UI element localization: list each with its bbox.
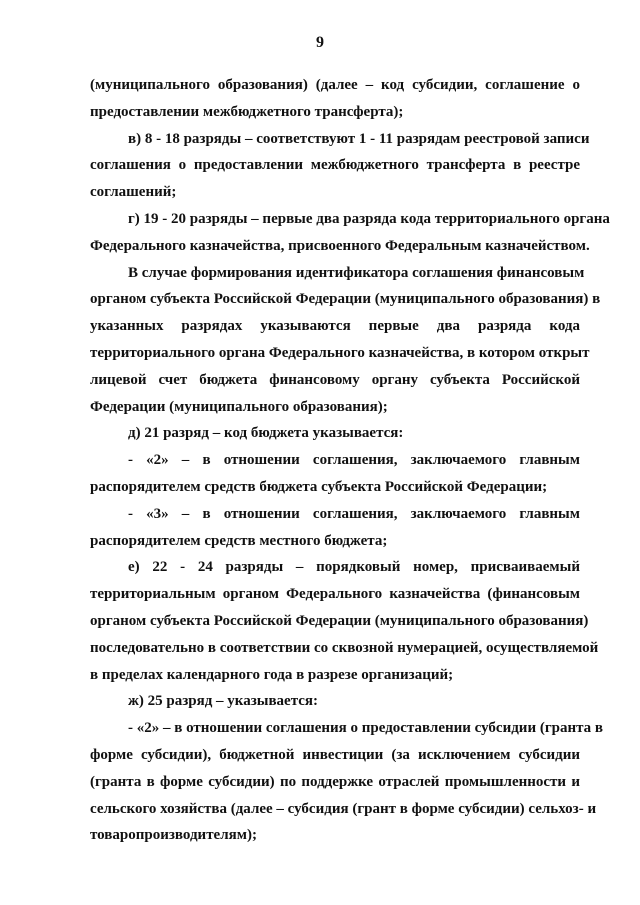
text-line: соглашения о предоставлении межбюджетного трансферта в реестре <box>90 157 580 174</box>
text-line: территориальным органом Федерального казначейства (финансовым <box>90 586 580 603</box>
text-line: соглашений; <box>90 184 177 201</box>
text-line: в) 8 - 18 разряды – соответствуют 1 - 11 разрядам реестровой записи <box>128 130 590 147</box>
text-line: Федерального казначейства, присвоенного Федеральным казначейством. <box>90 237 590 254</box>
text-line: (муниципального образования) (далее – код субсидии, соглашение о <box>90 77 580 93</box>
text-line: В случае формирования идентификатора соглашения финансовым <box>128 264 585 281</box>
text-line: последовательно в соответствии со сквозной нумерацией, осуществляемой <box>90 639 599 656</box>
page-number: 9 <box>316 34 324 51</box>
text-line: (гранта в форме субсидии) по поддержке отраслей промышленности и <box>90 773 580 790</box>
text-line: Федерации (муниципального образования); <box>90 398 388 415</box>
text-line: форме субсидии), бюджетной инвестиции (за исключением субсидии <box>90 747 580 763</box>
text-line: - «3» – в отношении соглашения, заключаемого главным <box>128 505 580 522</box>
text-line: сельского хозяйства (далее – субсидия (грант в форме субсидии) сельхоз- и <box>90 800 597 817</box>
text-line: д) 21 разряд – код бюджета указывается: <box>128 425 404 442</box>
text-line: е) 22 - 24 разряды – порядковый номер, присваиваемый <box>128 559 580 576</box>
text-line: лицевой счет бюджета финансовому органу субъекта Российской <box>90 371 580 388</box>
text-line: распорядителем средств бюджета субъекта Российской Федерации; <box>90 479 548 495</box>
text-line: органом субъекта Российской Федерации (муниципального образования) <box>90 613 589 629</box>
text-line: территориального органа Федерального казначейства, в котором открыт <box>90 345 590 361</box>
text-line: распорядителем средств местного бюджета; <box>90 532 388 549</box>
text-line: предоставлении межбюджетного трансферта); <box>90 103 404 120</box>
text-line: г) 19 - 20 разряды – первые два разряда кода территориального органа <box>128 211 610 227</box>
text-line: указанных разрядах указываются первые два разряда кода <box>90 318 580 335</box>
text-line: - «2» – в отношении соглашения о предоставлении субсидии (гранта в <box>128 720 604 737</box>
text-line: ж) 25 разряд – указывается: <box>128 693 319 710</box>
text-line: в пределах календарного года в разрезе организаций; <box>90 666 454 683</box>
text-line: товаропроизводителям); <box>90 827 257 844</box>
text-line: - «2» – в отношении соглашения, заключаемого главным <box>128 452 580 469</box>
text-line: органом субъекта Российской Федерации (муниципального образования) в <box>90 291 601 308</box>
